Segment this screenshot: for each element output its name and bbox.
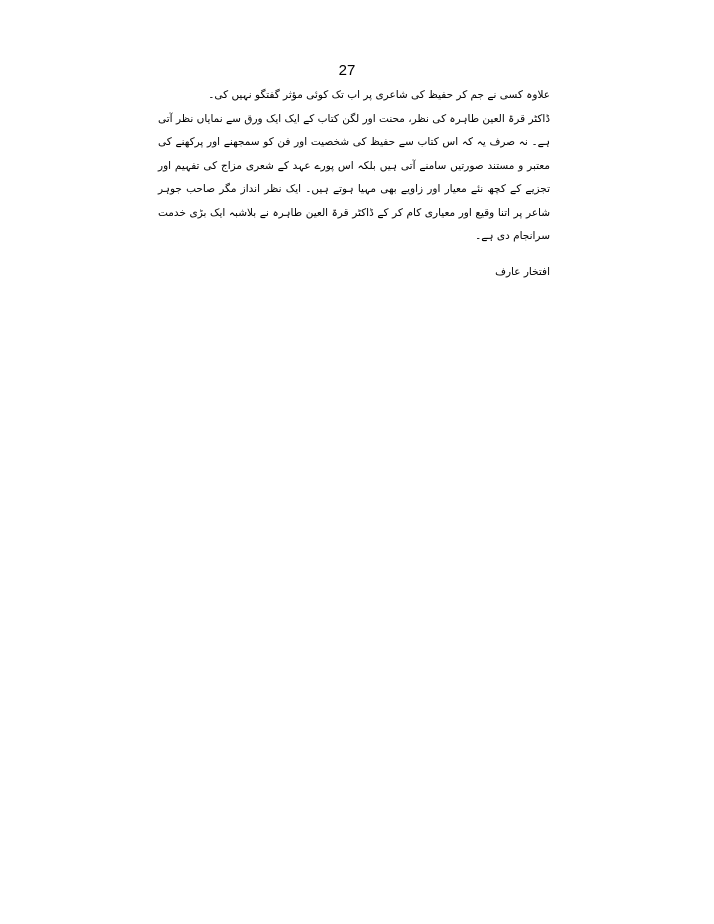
paragraph-intro: علاوہ کسی نے جم کر حفیظ کی شاعری پر اب تک کوئی مؤثر گفتگو نہیں کی۔ [208, 89, 550, 101]
page-number: 27 [338, 62, 356, 79]
author-signature: افتخار عارف [495, 266, 550, 278]
body-text [158, 84, 550, 249]
paragraph-main: ڈاکٹر قرۃ العین طاہرہ کی نظر، محنت اور لگن کتاب کے ایک ایک ورق سے نمایاں نظر آتی ہے۔ نہ صرف یہ کہ اس کتاب سے حفیظ کی شخصیت اور فن کو سمجھنے اور پرکھنے کی معتبر و مستند صورتیں سامنے آتی ہیں بلکہ اس پورے عہد کے شعری مزاج کی تفہیم اور تجزیے کے کچھ نئے معیار اور زاویے بھی مہیا ہوتے ہیں۔ ایک نظر انداز مگر صاحب جوہر شاعر پر اتنا وقیع اور معیاری کام کر کے ڈاکٹر قرۃ العین طاہرہ نے بلاشبہ ایک بڑی خدمت سرانجام دی ہے۔ [158, 112, 550, 242]
